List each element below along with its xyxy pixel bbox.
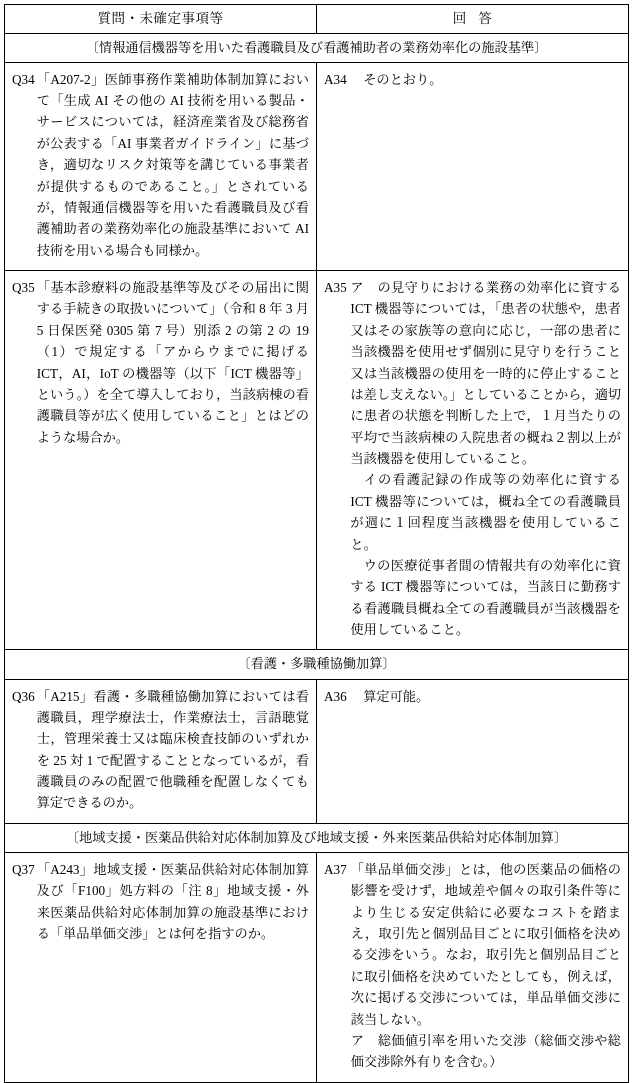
answer-label: A35 [324,280,347,296]
section-title: 〔地域支援・医薬品供給対応体制加算及び地域支援・外来医薬品供給対応体制加算〕 [5,823,629,852]
answer-cell [317,679,629,823]
answer-text: 算定可能。 [363,688,430,704]
question-cell [5,679,317,823]
section-title: 〔看護・多職種協働加算〕 [5,650,629,679]
section-title-row [5,650,629,679]
answer-text-block [351,859,621,1073]
column-header-answer: 回答 [317,5,629,34]
question-cell [5,62,317,270]
table-header-row [5,5,629,34]
table-row [5,62,629,270]
question-label: Q37 [12,861,35,877]
table-row [5,271,629,650]
answer-label: A34 [324,71,347,87]
table-row [5,852,629,1082]
qa-table [4,4,629,1083]
table-row [5,679,629,823]
answer-cell [317,852,629,1082]
qa-table-body [5,33,629,1082]
question-text: 「A243」地域支援・医薬品供給対応体制加算及び「F100」処方料の「注 8」地域支援・外来医薬品供給対応体制加算の施設基準における「単品単価交渉」とは何を指すのか。 [36,861,309,942]
answer-paragraph: 「単品単価交渉」とは，他の医薬品の価格の影響を受けず，地域差や個々の取引条件等により生じる安定供給に必要なコストを踏まえ，取引先と個別品目ごとに取引価格を決める交渉をいう。なお，取引先と個別品目ごとに取引価格を決めていたとしても，例えば，次に掲げる交渉については，単品単価交渉に該当しない。 [350,861,621,1027]
section-title: 〔情報通信機器等を用いた看護職員及び看護補助者の業務効率化の施設基準〕 [5,33,629,62]
section-title-row [5,823,629,852]
answer-paragraph: ア の見守りにおける業務の効率化に資する ICT 機器等については，「患者の状態や，患者又はその家族等の意向に応じ，一部の患者に当該機器を使用せず個別に見守りを行うこと又は当該機器の使用を一時的に停止することは差し支えない。」としていることから，適切に患者の状態を判断した上で，１月当たりの平均で当該病棟の入院患者の概ね２割以上が当該機器を使用していること。 [350,280,621,467]
question-label: Q35 [12,280,35,296]
question-label: Q36 [12,688,35,704]
answer-paragraph: イの看護記録の作成等の効率化に資する ICT 機器等については，概ね全ての看護職員が週に１回程度当該機器を使用していること。 [350,472,621,552]
question-cell [5,271,317,650]
question-text: 「A207-2」医師事務作業補助体制加算において「生成 AI その他の AI 技術を用いる製品・サービスについては，経済産業省及び総務省が公表する「AI 事業者ガイドライン」に基づき，適切なリスク対策等を講じている事業者が提供するものであること。」とされているが，情報通信機器等を用いた看護職員及び看護補助者の業務効率化の施設基準において AI 技術を用いる場合も同様か。 [36,71,309,258]
section-title-row [5,33,629,62]
answer-cell [317,271,629,650]
answer-cell [317,62,629,270]
answer-paragraph: ウの医療従事者間の情報共有の効率化に資する ICT 機器等については，当該日に勤務する看護職員概ね全ての看護職員が当該機器を使用していること。 [350,557,621,638]
answer-text-block [350,277,621,640]
answer-text: そのとおり。 [363,71,443,87]
answer-label: A36 [324,688,347,704]
question-text: 「基本診療料の施設基準等及びその届出に関する手続きの取扱いについて」（令和 8 年 3 月 5 日保医発 0305 第 7 号）別添 2 の第 2 の 19（1）で規定する「アからウまでに掲げる ICT，AI，IoT の機器等（以下「ICT 機器等」という。）を全て導入しており，当該病棟の看護職員等が広く使用していること」とはどのような場合か。 [36,280,309,445]
question-cell [5,852,317,1082]
answer-label: A37 [324,861,347,877]
column-header-question: 質問・未確定事項等 [5,5,317,34]
question-text: 「A215」看護・多職種協働加算においては看護職員，理学療法士，作業療法士，言語聴覚士，管理栄養士又は臨床検査技師のいずれかを 25 対 1 で配置することとなっているが，看護職員のみの配置で他職種を配置しなくても算定できるのか。 [36,688,309,811]
answer-paragraph: ア 総価値引率を用いた交渉（総価交渉や総価交渉除外有りを含む。） [350,1032,621,1070]
question-label: Q34 [12,71,35,87]
